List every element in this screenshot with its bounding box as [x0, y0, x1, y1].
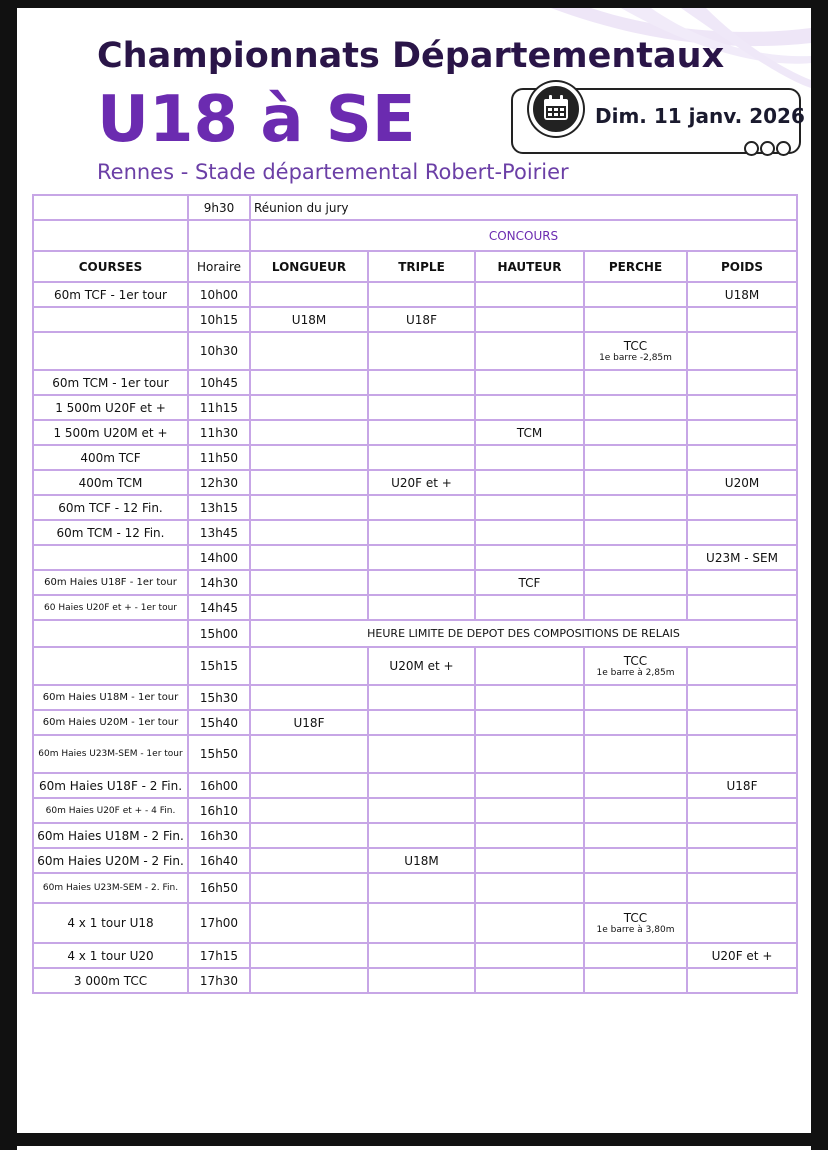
triple-cell	[368, 968, 475, 993]
poids-cell	[687, 710, 797, 735]
perche-event: TCC	[623, 653, 648, 668]
col-header-perche: PERCHE	[584, 251, 687, 282]
perche-cell	[584, 735, 687, 773]
triple-cell	[368, 595, 475, 620]
poids-cell	[687, 968, 797, 993]
time-cell: 17h30	[188, 968, 250, 993]
poids-cell	[687, 395, 797, 420]
triple-cell: U20M et +	[368, 647, 475, 685]
longueur-cell	[250, 903, 368, 943]
perche-cell	[584, 873, 687, 903]
perche-cell	[584, 332, 687, 370]
longueur-cell	[250, 370, 368, 395]
time-cell: 13h15	[188, 495, 250, 520]
perche-cell	[584, 798, 687, 823]
longueur-cell	[250, 647, 368, 685]
perche-cell	[584, 445, 687, 470]
time-cell: 15h30	[188, 685, 250, 710]
time-cell: 12h30	[188, 470, 250, 495]
perche-cell	[584, 395, 687, 420]
hauteur-cell	[475, 685, 584, 710]
table-row	[33, 773, 797, 798]
course-cell: 60m Haies U23M-SEM - 1er tour	[33, 735, 188, 773]
poids-cell	[687, 332, 797, 370]
relay-deadline-row	[33, 620, 797, 647]
triple-cell: U18M	[368, 848, 475, 873]
table-row	[33, 968, 797, 993]
course-cell: 60m Haies U23M-SEM - 2. Fin.	[33, 873, 188, 903]
perche-cell	[584, 570, 687, 595]
perche-cell	[584, 470, 687, 495]
triple-cell	[368, 370, 475, 395]
poids-cell	[687, 570, 797, 595]
perche-cell	[584, 545, 687, 570]
time-cell: 14h45	[188, 595, 250, 620]
triple-cell	[368, 685, 475, 710]
hauteur-cell	[475, 943, 584, 968]
course-cell: 60m TCM - 1er tour	[33, 370, 188, 395]
event-date: Dim. 11 janv. 2026	[595, 104, 805, 128]
time-cell: 15h40	[188, 710, 250, 735]
category-title: U18 à SE	[97, 83, 416, 157]
course-cell: 60m Haies U18M - 2 Fin.	[33, 823, 188, 848]
col-header-poids: POIDS	[687, 251, 797, 282]
poids-cell	[687, 495, 797, 520]
poids-cell	[687, 520, 797, 545]
time-cell: 14h30	[188, 570, 250, 595]
triple-cell	[368, 520, 475, 545]
table-row	[33, 735, 797, 773]
triple-cell	[368, 873, 475, 903]
perche-cell	[584, 307, 687, 332]
table-row	[33, 873, 797, 903]
hauteur-cell	[475, 823, 584, 848]
poids-cell	[687, 873, 797, 903]
hauteur-cell	[475, 873, 584, 903]
hauteur-cell	[475, 968, 584, 993]
hauteur-cell: TCF	[475, 570, 584, 595]
table-row	[33, 595, 797, 620]
perche-cell	[584, 903, 687, 943]
col-header-hauteur: HAUTEUR	[475, 251, 584, 282]
triple-cell	[368, 798, 475, 823]
hauteur-cell	[475, 798, 584, 823]
triple-cell	[368, 332, 475, 370]
poids-cell	[687, 445, 797, 470]
triple-cell	[368, 395, 475, 420]
course-cell: 1 500m U20F et +	[33, 395, 188, 420]
perche-cell	[584, 848, 687, 873]
table-row	[33, 798, 797, 823]
col-header-courses: COURSES	[33, 251, 188, 282]
time-cell: 10h45	[188, 370, 250, 395]
poids-cell: U23M - SEM	[687, 545, 797, 570]
time-cell: 10h30	[188, 332, 250, 370]
triple-cell	[368, 545, 475, 570]
time-cell: 14h00	[188, 545, 250, 570]
table-row	[33, 420, 797, 445]
bottom-strip	[17, 1146, 811, 1150]
poids-cell	[687, 420, 797, 445]
course-cell: 60m Haies U18M - 1er tour	[33, 685, 188, 710]
triple-cell	[368, 420, 475, 445]
course-cell	[33, 307, 188, 332]
hauteur-cell	[475, 773, 584, 798]
col-header-longueur: LONGUEUR	[250, 251, 368, 282]
longueur-cell	[250, 823, 368, 848]
longueur-cell	[250, 495, 368, 520]
jury-row	[33, 195, 797, 220]
perche-cell	[584, 420, 687, 445]
time-cell: 17h00	[188, 903, 250, 943]
longueur-cell	[250, 520, 368, 545]
triple-cell	[368, 943, 475, 968]
longueur-cell	[250, 943, 368, 968]
table-row	[33, 943, 797, 968]
course-cell: 60m Haies U18F - 1er tour	[33, 570, 188, 595]
table-row	[33, 710, 797, 735]
concours-label: CONCOURS	[250, 220, 797, 251]
perche-note: 1e barre à 3,80m	[596, 924, 675, 935]
table-row	[33, 570, 797, 595]
longueur-cell	[250, 595, 368, 620]
poids-cell	[687, 647, 797, 685]
relay-deadline-label: HEURE LIMITE DE DEPOT DES COMPOSITIONS DE RELAIS	[250, 620, 797, 647]
time-cell: 16h00	[188, 773, 250, 798]
course-cell	[33, 332, 188, 370]
hauteur-cell	[475, 848, 584, 873]
table-row	[33, 848, 797, 873]
longueur-cell	[250, 395, 368, 420]
triple-cell	[368, 823, 475, 848]
time-cell: 15h15	[188, 647, 250, 685]
triple-cell: U20F et +	[368, 470, 475, 495]
poids-cell	[687, 595, 797, 620]
perche-cell	[584, 685, 687, 710]
longueur-cell	[250, 282, 368, 307]
table-row	[33, 370, 797, 395]
perche-event: TCC	[623, 338, 648, 353]
schedule-table	[32, 194, 798, 994]
course-cell	[33, 647, 188, 685]
perche-cell	[584, 943, 687, 968]
poids-cell	[687, 823, 797, 848]
jury-label: Réunion du jury	[250, 195, 797, 220]
table-row	[33, 495, 797, 520]
poids-cell	[687, 903, 797, 943]
triple-cell: U18F	[368, 307, 475, 332]
poids-cell	[687, 685, 797, 710]
table-row	[33, 823, 797, 848]
calendar-icon	[529, 82, 583, 136]
triple-cell	[368, 282, 475, 307]
perche-cell	[584, 520, 687, 545]
time-cell: 10h15	[188, 307, 250, 332]
perche-cell	[584, 710, 687, 735]
perche-cell	[584, 647, 687, 685]
perche-cell	[584, 595, 687, 620]
perche-cell	[584, 823, 687, 848]
longueur-cell	[250, 570, 368, 595]
date-banner	[511, 88, 805, 154]
time-cell: 11h15	[188, 395, 250, 420]
perche-note: 1e barre à 2,85m	[596, 667, 675, 678]
longueur-cell	[250, 470, 368, 495]
table-row	[33, 307, 797, 332]
hauteur-cell: TCM	[475, 420, 584, 445]
longueur-cell: U18M	[250, 307, 368, 332]
time-cell: 10h00	[188, 282, 250, 307]
course-cell: 60 Haies U20F et + - 1er tour	[33, 595, 188, 620]
triple-cell	[368, 735, 475, 773]
table-row	[33, 685, 797, 710]
course-cell: 60m TCF - 1er tour	[33, 282, 188, 307]
perche-cell	[584, 370, 687, 395]
course-cell: 1 500m U20M et +	[33, 420, 188, 445]
time-cell: 11h30	[188, 420, 250, 445]
course-cell: 60m TCM - 12 Fin.	[33, 520, 188, 545]
course-cell: 400m TCF	[33, 445, 188, 470]
triple-cell	[368, 903, 475, 943]
table-row	[33, 395, 797, 420]
poids-cell	[687, 307, 797, 332]
triple-cell	[368, 710, 475, 735]
time-cell: 11h50	[188, 445, 250, 470]
course-cell: 3 000m TCC	[33, 968, 188, 993]
poids-cell: U18F	[687, 773, 797, 798]
poids-cell: U18M	[687, 282, 797, 307]
course-cell: 60m Haies U20M - 1er tour	[33, 710, 188, 735]
longueur-cell	[250, 545, 368, 570]
perche-cell	[584, 773, 687, 798]
poids-cell	[687, 798, 797, 823]
course-cell	[33, 545, 188, 570]
col-header-horaire: Horaire	[188, 251, 250, 282]
longueur-cell	[250, 735, 368, 773]
course-cell: 400m TCM	[33, 470, 188, 495]
triple-cell	[368, 445, 475, 470]
course-cell: 4 x 1 tour U18	[33, 903, 188, 943]
table-row	[33, 332, 797, 370]
page-title: Championnats Départementaux	[97, 36, 725, 76]
hauteur-cell	[475, 735, 584, 773]
table-row	[33, 647, 797, 685]
longueur-cell	[250, 685, 368, 710]
perche-cell	[584, 495, 687, 520]
longueur-cell: U18F	[250, 710, 368, 735]
time-cell: 13h45	[188, 520, 250, 545]
decorative-dots	[743, 141, 791, 160]
venue-label: Rennes - Stade départemental Robert-Poirier	[97, 160, 569, 184]
course-cell: 60m Haies U20M - 2 Fin.	[33, 848, 188, 873]
hauteur-cell	[475, 647, 584, 685]
table-row	[33, 903, 797, 943]
hauteur-cell	[475, 470, 584, 495]
poids-cell: U20F et +	[687, 943, 797, 968]
hauteur-cell	[475, 332, 584, 370]
triple-cell	[368, 495, 475, 520]
table-row	[33, 470, 797, 495]
hauteur-cell	[475, 370, 584, 395]
hauteur-cell	[475, 545, 584, 570]
col-header-triple: TRIPLE	[368, 251, 475, 282]
perche-cell	[584, 968, 687, 993]
column-header-row	[33, 251, 797, 282]
hauteur-cell	[475, 282, 584, 307]
poids-cell: U20M	[687, 470, 797, 495]
perche-note: 1e barre -2,85m	[599, 352, 672, 363]
poids-cell	[687, 735, 797, 773]
time-cell: 16h40	[188, 848, 250, 873]
table-row	[33, 545, 797, 570]
triple-cell	[368, 773, 475, 798]
course-cell: 60m Haies U18F - 2 Fin.	[33, 773, 188, 798]
course-cell: 60m Haies U20F et + - 4 Fin.	[33, 798, 188, 823]
longueur-cell	[250, 873, 368, 903]
longueur-cell	[250, 332, 368, 370]
longueur-cell	[250, 798, 368, 823]
time-cell: 15h50	[188, 735, 250, 773]
table-row	[33, 520, 797, 545]
hauteur-cell	[475, 595, 584, 620]
longueur-cell	[250, 968, 368, 993]
concours-header-row	[33, 220, 797, 251]
longueur-cell	[250, 773, 368, 798]
triple-cell	[368, 570, 475, 595]
document-page	[17, 8, 811, 1133]
jury-time: 9h30	[188, 195, 250, 220]
hauteur-cell	[475, 395, 584, 420]
poids-cell	[687, 848, 797, 873]
poids-cell	[687, 370, 797, 395]
relay-deadline-time: 15h00	[188, 620, 250, 647]
hauteur-cell	[475, 710, 584, 735]
time-cell: 16h30	[188, 823, 250, 848]
longueur-cell	[250, 848, 368, 873]
course-cell: 60m TCF - 12 Fin.	[33, 495, 188, 520]
course-cell: 4 x 1 tour U20	[33, 943, 188, 968]
hauteur-cell	[475, 520, 584, 545]
perche-cell	[584, 282, 687, 307]
hauteur-cell	[475, 307, 584, 332]
table-row	[33, 445, 797, 470]
longueur-cell	[250, 445, 368, 470]
hauteur-cell	[475, 903, 584, 943]
time-cell: 16h10	[188, 798, 250, 823]
hauteur-cell	[475, 445, 584, 470]
time-cell: 17h15	[188, 943, 250, 968]
longueur-cell	[250, 420, 368, 445]
time-cell: 16h50	[188, 873, 250, 903]
hauteur-cell	[475, 495, 584, 520]
table-row	[33, 282, 797, 307]
perche-event: TCC	[623, 910, 648, 925]
